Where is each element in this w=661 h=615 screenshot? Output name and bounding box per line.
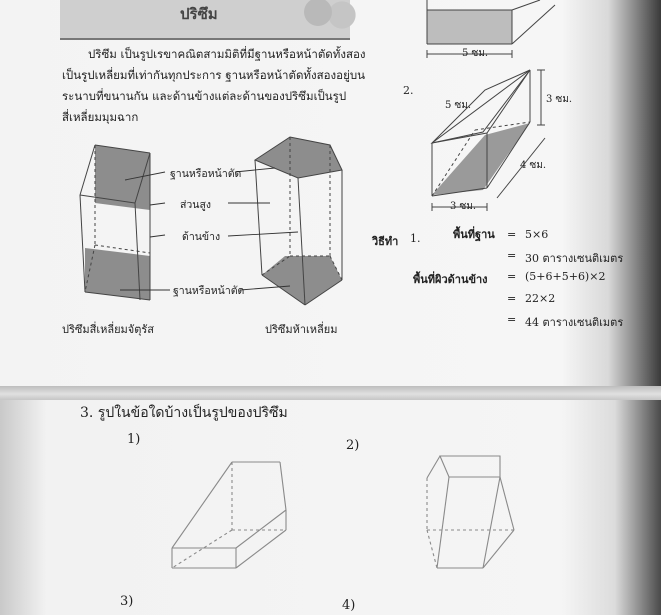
base-area-result: 30 ตารางเซนติเมตร	[525, 252, 624, 265]
eq-sign-5: =	[507, 313, 517, 326]
solution-number: 1.	[410, 232, 421, 245]
base-area-expr: 5×6	[525, 228, 549, 241]
option-2-label: 2)	[346, 438, 360, 453]
base-area-label: พื้นที่ฐาน	[453, 228, 495, 241]
dim-width: 3 ซม.	[450, 201, 477, 212]
lateral-area-expr: (5+6+5+6)×2	[525, 270, 606, 283]
option-2-figure	[427, 456, 514, 568]
option-1-figure	[172, 462, 286, 568]
dim-height: 3 ซม.	[546, 94, 573, 105]
lateral-area-label: พื้นที่ผิวด้านข้าง	[413, 273, 488, 286]
eq-sign-2: =	[507, 249, 517, 262]
intro-text: ปริซึม เป็นรูปเรขาคณิตสามมิติที่มีฐานหรือหน้าตัดทั้งสองเป็นรูปเหลี่ยมที่เท่ากันทุกประการ ฐานหรือหน้าตัดทั้งสองอยู่บนระนาบที่ขนานกัน และด้านข้างแต่ละด้านของปริซึมเป็นรูปสี่เหลี่ยมมุมฉาก	[62, 47, 366, 124]
question-3: 3. รูปในข้อใดบ้างเป็นรูปของปริซึม	[80, 405, 288, 421]
option-3-label: 3)	[120, 594, 134, 609]
caption-square-prism: ปริซึมสี่เหลี่ยมจัตุรัส	[62, 323, 154, 336]
dim-depth: 4 ซม.	[520, 160, 547, 171]
eq-sign-1: =	[507, 228, 517, 241]
label-bottom-base: ฐานหรือหน้าตัด	[173, 285, 245, 297]
caption-pentagon-prism: ปริซึมห้าเหลี่ยม	[265, 323, 338, 336]
lateral-area-step: 22×2	[525, 292, 556, 305]
solution-label: วิธีทำ	[372, 235, 399, 248]
label-top-base: ฐานหรือหน้าตัด	[170, 168, 242, 180]
label-side: ด้านข้าง	[182, 231, 221, 243]
label-height: ส่วนสูง	[180, 199, 212, 211]
option-4-label: 4)	[342, 598, 356, 613]
eq-sign-3: =	[507, 270, 517, 283]
item-number-2: 2.	[403, 84, 414, 97]
page-title: ปริซึม	[180, 5, 218, 23]
eq-sign-4: =	[507, 292, 517, 305]
dim-top-box-width: 5 ซม.	[462, 48, 489, 59]
dim-slant: 5 ซม.	[445, 100, 472, 111]
lateral-area-result: 44 ตารางเซนติเมตร	[525, 316, 624, 329]
option-1-label: 1)	[127, 432, 141, 447]
